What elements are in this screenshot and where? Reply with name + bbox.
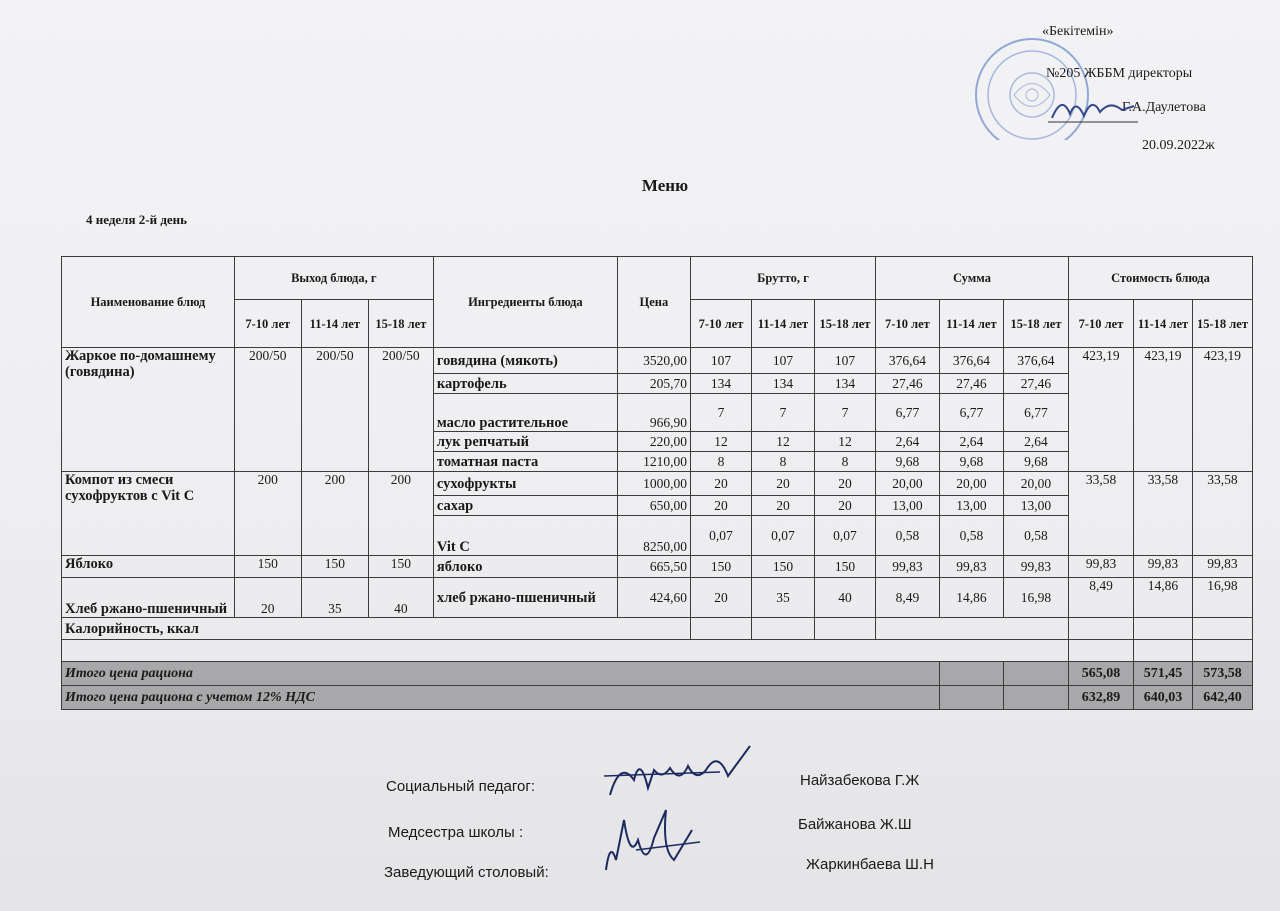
ingredient-brutto: 35	[751, 578, 814, 618]
header-age: 15-18 лет	[1003, 300, 1068, 348]
ingredient-sum: 0,58	[1003, 516, 1068, 556]
dish-cost: 99,83	[1068, 556, 1133, 578]
ingredient-brutto: 20	[690, 496, 751, 516]
ingredient-sum: 6,77	[1003, 394, 1068, 432]
ingredient-price: 3520,00	[617, 348, 690, 374]
dish-name: Жаркое по-домашнему (говядина)	[62, 348, 235, 472]
ingredient-sum: 20,00	[875, 472, 939, 496]
dish-cost: 423,19	[1192, 348, 1252, 472]
dish-output: 200	[301, 472, 368, 556]
header-ingredients: Ингредиенты блюда	[433, 257, 617, 348]
approval-date: 20.09.2022ж	[1142, 138, 1215, 153]
ingredient-sum: 99,83	[875, 556, 939, 578]
dish-name: Хлеб ржано-пшеничный	[62, 578, 235, 618]
header-age: 7-10 лет	[875, 300, 939, 348]
ingredient-brutto: 134	[690, 374, 751, 394]
ingredient-brutto: 12	[751, 432, 814, 452]
approval-position: №205 ЖББМ директоры	[1046, 66, 1193, 81]
ingredient-sum: 9,68	[939, 452, 1003, 472]
header-age: 15-18 лет	[368, 300, 433, 348]
ingredient-sum: 8,49	[875, 578, 939, 618]
sig-role-3: Заведующий столовый:	[384, 864, 549, 881]
signature-scribble-2	[596, 800, 706, 890]
ingredient-brutto: 20	[690, 578, 751, 618]
ingredient-brutto: 150	[690, 556, 751, 578]
ingredient-brutto: 7	[690, 394, 751, 432]
ingredient-name: сахар	[433, 496, 617, 516]
ingredient-brutto: 8	[751, 452, 814, 472]
ingredient-brutto: 107	[751, 348, 814, 374]
ingredient-sum: 376,64	[939, 348, 1003, 374]
dish-cost: 33,58	[1134, 472, 1193, 556]
header-age: 7-10 лет	[234, 300, 301, 348]
dish-output: 20	[234, 578, 301, 618]
ingredient-sum: 0,58	[875, 516, 939, 556]
ingredient-brutto: 40	[814, 578, 875, 618]
ingredient-sum: 2,64	[1003, 432, 1068, 452]
ingredient-brutto: 20	[751, 472, 814, 496]
header-dish: Наименование блюд	[62, 257, 235, 348]
ingredient-name: яблоко	[433, 556, 617, 578]
ingredient-price: 8250,00	[617, 516, 690, 556]
ingredient-name: говядина (мякоть)	[433, 348, 617, 374]
vat-total-value: 640,03	[1134, 686, 1193, 710]
ingredient-brutto: 8	[690, 452, 751, 472]
ingredient-brutto: 20	[814, 496, 875, 516]
header-cost: Стоимость блюда	[1068, 257, 1252, 300]
dish-output: 200/50	[234, 348, 301, 472]
ingredient-brutto: 0,07	[690, 516, 751, 556]
ingredient-sum: 6,77	[875, 394, 939, 432]
sig-name-1: Найзабекова Г.Ж	[800, 772, 920, 789]
ingredient-brutto: 20	[751, 496, 814, 516]
header-brutto: Брутто, г	[690, 257, 875, 300]
dish-cost: 99,83	[1134, 556, 1193, 578]
ingredient-sum: 27,46	[939, 374, 1003, 394]
ingredient-price: 966,90	[617, 394, 690, 432]
director-signature	[1048, 88, 1138, 128]
ingredient-sum: 20,00	[1003, 472, 1068, 496]
sig-name-2: Байжанова Ж.Ш	[798, 816, 912, 833]
ingredient-brutto: 107	[814, 348, 875, 374]
dish-name: Компот из смеси сухофруктов с Vit C	[62, 472, 235, 556]
sig-role-1: Социальный педагог:	[386, 778, 536, 795]
dish-name: Яблоко	[62, 556, 235, 578]
menu-table	[61, 256, 1253, 710]
dish-output: 200	[234, 472, 301, 556]
ingredient-sum: 99,83	[1003, 556, 1068, 578]
ingredient-name: картофель	[433, 374, 617, 394]
ingredient-brutto: 150	[814, 556, 875, 578]
ingredient-brutto: 107	[690, 348, 751, 374]
ingredient-brutto: 12	[690, 432, 751, 452]
ingredient-price: 1000,00	[617, 472, 690, 496]
ingredient-name: масло растительное	[433, 394, 617, 432]
ingredient-price: 650,00	[617, 496, 690, 516]
ingredient-sum: 13,00	[1003, 496, 1068, 516]
ingredient-sum: 20,00	[939, 472, 1003, 496]
total-value: 573,58	[1192, 662, 1252, 686]
ingredient-sum: 376,64	[1003, 348, 1068, 374]
header-age: 11-14 лет	[751, 300, 814, 348]
ingredient-sum: 0,58	[939, 516, 1003, 556]
total-value: 565,08	[1068, 662, 1133, 686]
ingredient-sum: 9,68	[875, 452, 939, 472]
ingredient-sum: 13,00	[939, 496, 1003, 516]
ingredient-name: Vit C	[433, 516, 617, 556]
ingredient-price: 1210,00	[617, 452, 690, 472]
header-age: 7-10 лет	[690, 300, 751, 348]
ingredient-sum: 2,64	[939, 432, 1003, 452]
dish-cost: 16,98	[1192, 578, 1252, 618]
approval-label: «Бекітемін»	[1042, 24, 1114, 39]
ingredient-brutto: 8	[814, 452, 875, 472]
ingredient-sum: 16,98	[1003, 578, 1068, 618]
ingredient-price: 220,00	[617, 432, 690, 452]
dish-cost: 14,86	[1134, 578, 1193, 618]
ingredient-brutto: 134	[814, 374, 875, 394]
ingredient-brutto: 20	[690, 472, 751, 496]
ingredient-brutto: 7	[751, 394, 814, 432]
ingredient-brutto: 150	[751, 556, 814, 578]
ingredient-name: томатная паста	[433, 452, 617, 472]
dish-output: 200/50	[301, 348, 368, 472]
vat-total-value: 642,40	[1192, 686, 1252, 710]
vat-total-value: 632,89	[1068, 686, 1133, 710]
dish-cost: 33,58	[1068, 472, 1133, 556]
ingredient-name: хлеб ржано-пшеничный	[433, 578, 617, 618]
header-age: 11-14 лет	[301, 300, 368, 348]
ingredient-name: лук репчатый	[433, 432, 617, 452]
ingredient-sum: 27,46	[1003, 374, 1068, 394]
header-age: 7-10 лет	[1068, 300, 1133, 348]
dish-output: 200/50	[368, 348, 433, 472]
total-label: Итого цена рациона	[62, 662, 940, 686]
page-title: Меню	[641, 176, 689, 195]
ingredient-sum: 376,64	[875, 348, 939, 374]
header-age: 11-14 лет	[1134, 300, 1193, 348]
dish-cost: 33,58	[1192, 472, 1252, 556]
header-output: Выход блюда, г	[234, 257, 433, 300]
approval-name: Г.А.Даулетова	[1122, 100, 1206, 115]
ingredient-sum: 9,68	[1003, 452, 1068, 472]
header-age: 15-18 лет	[1192, 300, 1252, 348]
dish-output: 35	[301, 578, 368, 618]
vat-total-label: Итого цена рациона с учетом 12% НДС	[62, 686, 940, 710]
ingredient-brutto: 134	[751, 374, 814, 394]
ingredient-sum: 14,86	[939, 578, 1003, 618]
header-age: 11-14 лет	[939, 300, 1003, 348]
dish-output: 40	[368, 578, 433, 618]
ingredient-sum: 27,46	[875, 374, 939, 394]
dish-output: 150	[234, 556, 301, 578]
ingredient-sum: 2,64	[875, 432, 939, 452]
ingredient-sum: 6,77	[939, 394, 1003, 432]
ingredient-price: 665,50	[617, 556, 690, 578]
dish-cost: 8,49	[1068, 578, 1133, 618]
sig-role-2: Медсестра школы :	[388, 824, 524, 841]
ingredient-sum: 13,00	[875, 496, 939, 516]
ingredient-name: сухофрукты	[433, 472, 617, 496]
dish-cost: 423,19	[1068, 348, 1133, 472]
calories-label: Калорийность, ккал	[62, 618, 691, 640]
week-day-label: 4 неделя 2-й день	[86, 212, 188, 227]
dish-cost: 99,83	[1192, 556, 1252, 578]
dish-output: 150	[368, 556, 433, 578]
dish-output: 150	[301, 556, 368, 578]
ingredient-price: 424,60	[617, 578, 690, 618]
ingredient-brutto: 12	[814, 432, 875, 452]
total-value: 571,45	[1134, 662, 1193, 686]
ingredient-brutto: 7	[814, 394, 875, 432]
dish-cost: 423,19	[1134, 348, 1193, 472]
ingredient-brutto: 0,07	[751, 516, 814, 556]
header-sum: Сумма	[875, 257, 1068, 300]
header-price: Цена	[617, 257, 690, 348]
sig-name-3: Жаркинбаева Ш.Н	[806, 856, 934, 873]
ingredient-price: 205,70	[617, 374, 690, 394]
ingredient-brutto: 0,07	[814, 516, 875, 556]
header-age: 15-18 лет	[814, 300, 875, 348]
ingredient-brutto: 20	[814, 472, 875, 496]
dish-output: 200	[368, 472, 433, 556]
ingredient-sum: 99,83	[939, 556, 1003, 578]
